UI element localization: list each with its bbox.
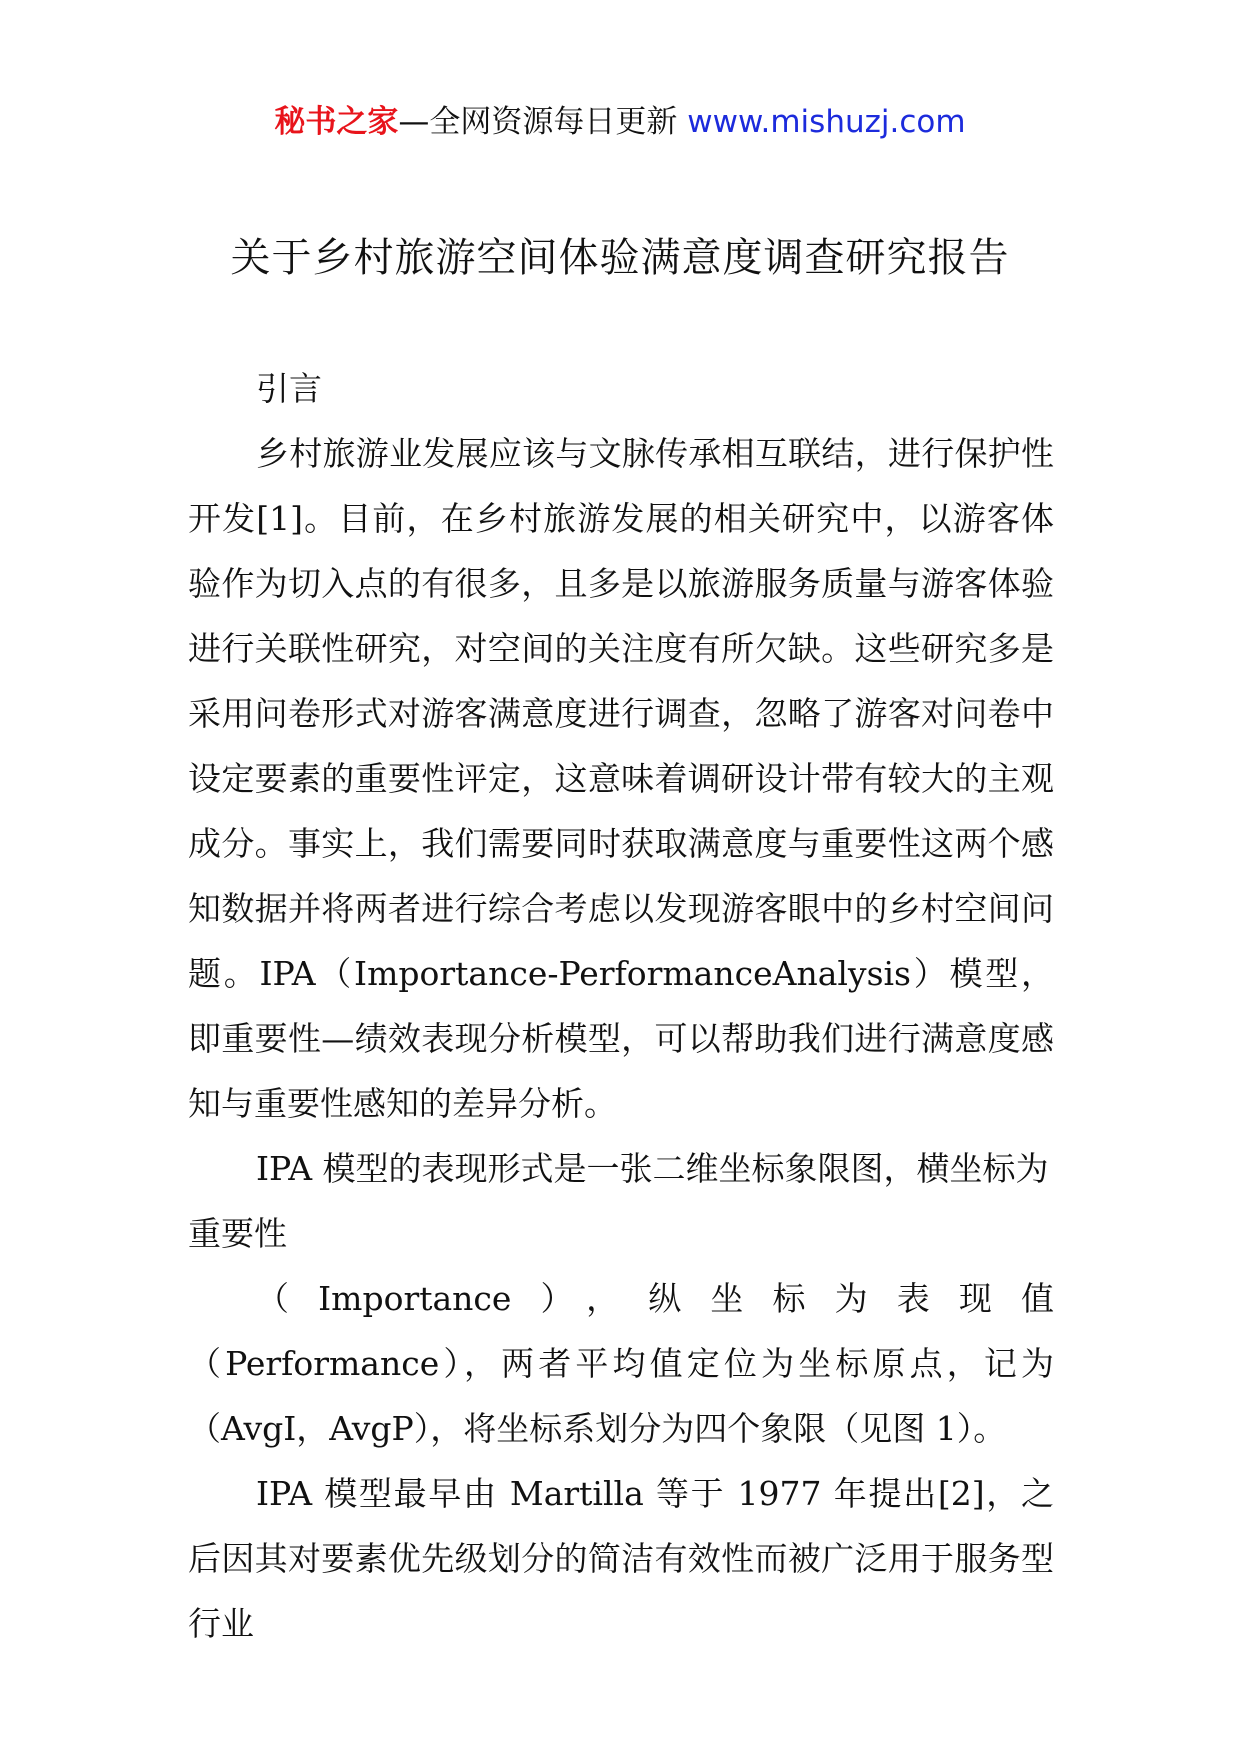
document-body [188,356,1054,1656]
paragraph-ipa-form: IPA 模型的表现形式是一张二维坐标象限图，横坐标为 [256,1149,1049,1188]
section-heading: 引言 [256,369,322,408]
banner-tagline: —全网资源每日更新 [398,104,688,140]
line-fragment: 重要性 [188,1214,287,1253]
site-banner [0,100,1240,144]
paragraph-ipa-axes: （Importance），纵坐标为表现值（Performance），两者平均值定位为坐标原点，记为（AvgI，AvgP），将坐标系划分为四个象限（见图 1）。 [188,1279,1054,1448]
paragraph-intro: 乡村旅游业发展应该与文脉传承相互联结，进行保护性开发[1]。目前，在乡村旅游发展的相关研究中，以游客体验作为切入点的有很多，且多是以旅游服务质量与游客体验进行关联性研究，对空间的关注度有所欠缺。这些研究多是采用问卷形式对游客满意度进行调查，忽略了游客对问卷中设定要素的重要性评定，这意味着调研设计带有较大的主观成分。事实上，我们需要同时获取满意度与重要性这两个感知数据并将两者进行综合考虑以发现游客眼中的乡村空间问题。IPA（Importance-PerformanceAnalysis）模型，即重要性—绩效表现分析模型，可以帮助我们进行满意度感知与重要性感知的差异分析。 [188,434,1054,1123]
paragraph-ipa-history: IPA 模型最早由 Martilla 等于 1977 年提出[2]，之后因其对要素优先级划分的简洁有效性而被广泛用于服务型行业 [188,1474,1054,1643]
document-title: 关于乡村旅游空间体验满意度调查研究报告 [230,235,1010,281]
site-url-link[interactable]: www.mishuzj.com [687,104,966,140]
brand-name: 秘书之家 [274,104,399,140]
